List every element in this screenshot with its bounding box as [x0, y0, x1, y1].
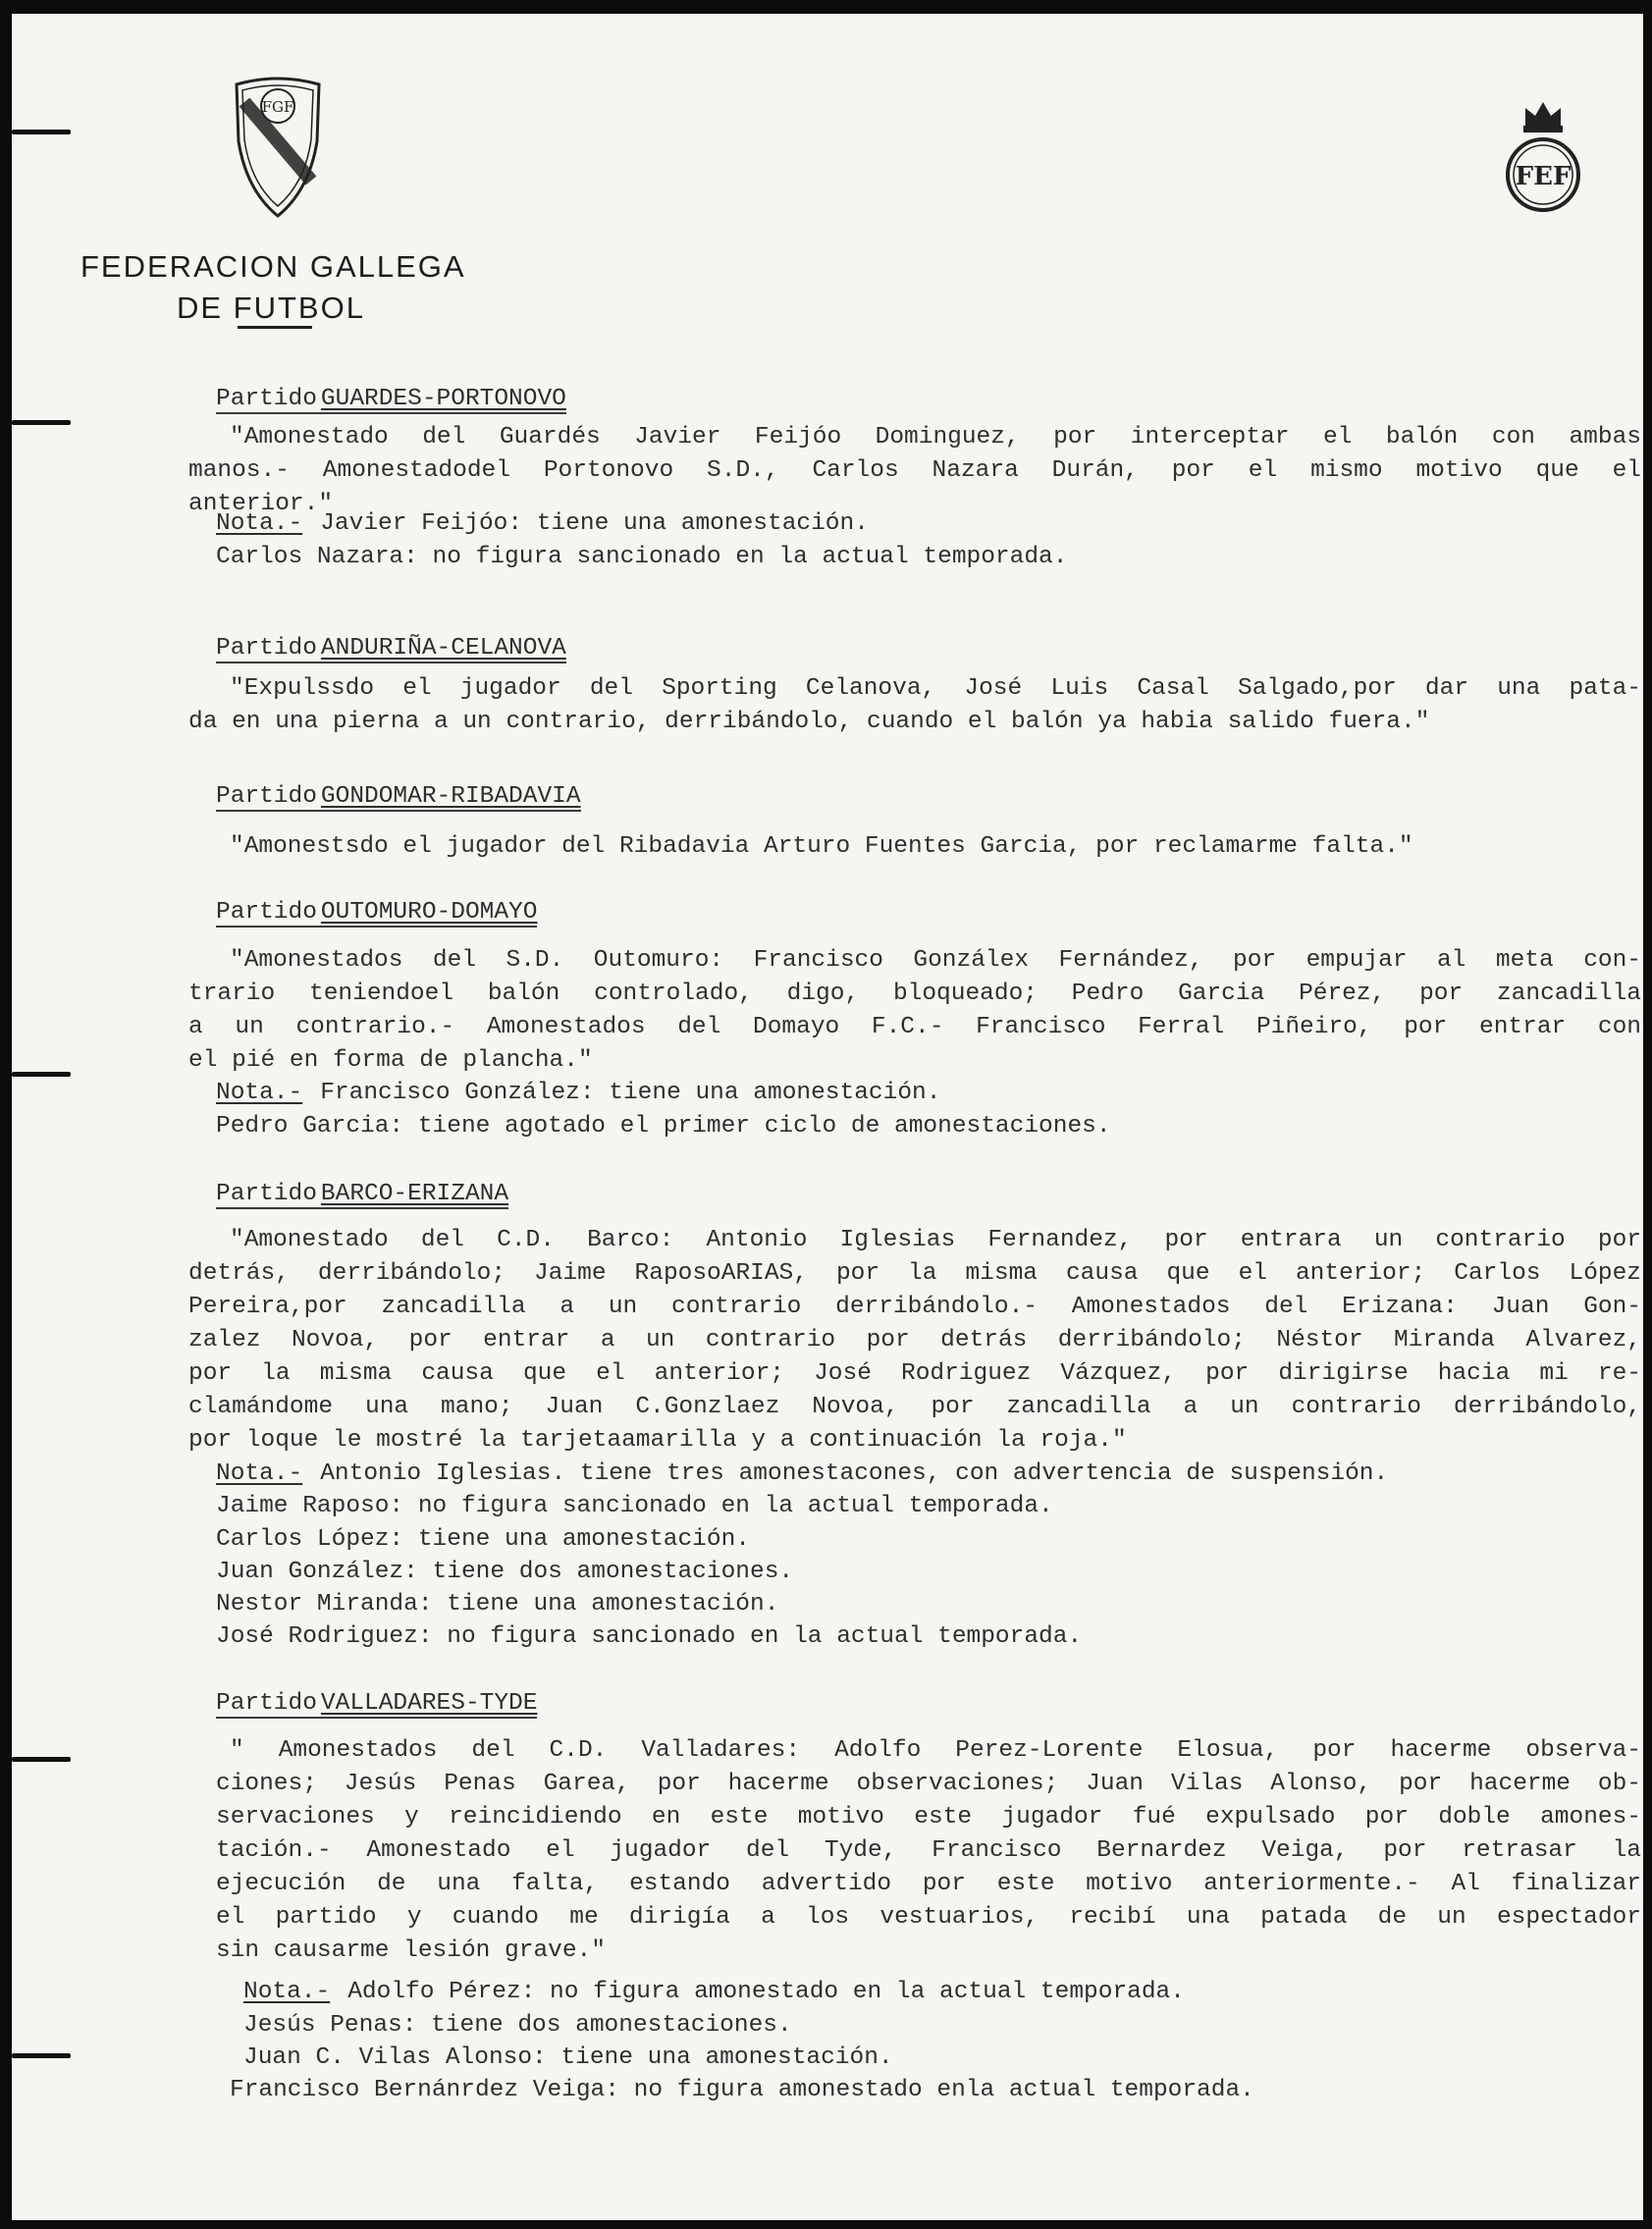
- report-line: "Amonestados del S.D. Outomuro: Francisco Gonzálex Fernández, por empujar al meta con-: [230, 947, 1641, 974]
- note-text: Pedro Garcia: tiene agotado el primer ciclo de amonestaciones.: [216, 1113, 1111, 1140]
- note-text: Antonio Iglesias. tiene tres amonestacones, con advertencia de suspensión.: [320, 1460, 1389, 1487]
- match-label: Partido: [216, 783, 317, 810]
- match-teams: VALLADARES-TYDE: [320, 1690, 538, 1717]
- report-line: " Amonestados del C.D. Valladares: Adolfo Perez-Lorente Elosua, por hacerme observa-: [230, 1737, 1641, 1764]
- report-line: el partido y cuando me dirigía a los vestuarios, recibí una patada de un espectador: [216, 1904, 1641, 1931]
- report-line: ciones; Jesús Penas Garea, por hacerme observaciones; Juan Vilas Alonso, por hacerme ob-: [216, 1771, 1641, 1797]
- report-line: Pereira,por zancadilla a un contrario derribándolo.- Amonestados del Erizana: Juan Gon-: [188, 1294, 1641, 1320]
- report-line: anterior.": [188, 491, 334, 517]
- report-line: el pié en forma de plancha.": [188, 1047, 593, 1074]
- note-text: Francisco Bernánrdez Veiga: no figura amonestado enla actual temporada.: [230, 2077, 1254, 2103]
- report-line: por la misma causa que el anterior; José Rodriguez Vázquez, por dirigirse hacia mi re-: [188, 1360, 1641, 1387]
- note-line: [216, 1526, 750, 1554]
- report-line: tación.- Amonestado el jugador del Tyde, Francisco Bernardez Veiga, por retrasar la: [216, 1837, 1641, 1864]
- match-teams: BARCO-ERIZANA: [320, 1181, 509, 1207]
- match-teams: GUARDES-PORTONOVO: [320, 386, 566, 412]
- svg-text:FEF: FEF: [1515, 162, 1572, 191]
- match-heading: [216, 1691, 537, 1719]
- match-teams: OUTOMURO-DOMAYO: [320, 899, 538, 926]
- report-line: ejecución de una falta, estando advertido por este motivo anteriormente.- Al finalizar: [216, 1871, 1641, 1897]
- svg-text:FGF: FGF: [261, 98, 294, 116]
- note-line: [216, 1460, 1388, 1488]
- report-line: "Amonestsdo el jugador del Ribadavia Arturo Fuentes Garcia, por reclamarme falta.": [230, 833, 1413, 860]
- note-line: [216, 1591, 778, 1619]
- note-line: [216, 510, 869, 538]
- match-heading: [216, 784, 581, 812]
- note-text: Juan C. Vilas Alonso: tiene una amonestación.: [243, 2044, 893, 2071]
- note-line: [230, 2077, 1254, 2104]
- match-heading: [216, 636, 566, 663]
- match-heading: [216, 387, 566, 414]
- report-line: "Amonestado del Guardés Javier Feijóo Dominguez, por interceptar el balón con ambas: [230, 424, 1641, 451]
- note-line: [216, 1113, 1111, 1141]
- report-line: trario teniendoel balón controlado, digo, bloqueado; Pedro Garcia Pérez, por zancadilla: [188, 981, 1641, 1007]
- note-line: [216, 1080, 940, 1107]
- note-text: Nestor Miranda: tiene una amonestación.: [216, 1591, 779, 1618]
- note-text: Carlos López: tiene una amonestación.: [216, 1526, 750, 1553]
- match-label: Partido: [216, 386, 317, 412]
- note-line: [243, 1979, 1185, 2006]
- report-line: clamándome una mano; Juan C.Gonzlaez Novoa, por zancadilla a un contrario derribándolo,: [188, 1394, 1641, 1420]
- note-line: [216, 1623, 1082, 1651]
- report-line: sin causarme lesión grave.": [216, 1937, 606, 1964]
- note-key: Nota.-: [216, 510, 303, 537]
- match-teams: ANDURIÑA-CELANOVA: [320, 635, 566, 662]
- note-line: [243, 2012, 792, 2040]
- note-line: [216, 544, 1067, 571]
- report-line: "Expulssdo el jugador del Sporting Celanova, José Luis Casal Salgado,por dar una pata-: [230, 675, 1641, 702]
- report-line: da en una pierna a un contrario, derribándolo, cuando el balón ya habia salido fuera.": [188, 709, 1430, 735]
- note-text: Jesús Penas: tiene dos amonestaciones.: [243, 2012, 792, 2039]
- organization-name-line-2: DE FUTBOL: [177, 291, 365, 325]
- note-key: Nota.-: [243, 1979, 331, 2005]
- document-page: [12, 14, 1643, 2220]
- report-line: por loque le mostré la tarjetaamarilla y a continuación la roja.": [188, 1427, 1127, 1454]
- match-label: Partido: [216, 635, 317, 662]
- note-text: Javier Feijóo: tiene una amonestación.: [320, 510, 869, 537]
- document-body: [12, 14, 1643, 2220]
- report-line: "Amonestado del C.D. Barco: Antonio Iglesias Fernandez, por entrara un contrario por: [230, 1227, 1641, 1253]
- note-text: José Rodriguez: no figura sancionado en la actual temporada.: [216, 1623, 1083, 1650]
- match-label: Partido: [216, 1690, 317, 1717]
- match-label: Partido: [216, 899, 317, 926]
- note-text: Jaime Raposo: no figura sancionado en la actual temporada.: [216, 1493, 1053, 1519]
- note-text: Francisco González: tiene una amonestación.: [320, 1080, 941, 1106]
- organization-name-line-1: FEDERACION GALLEGA: [80, 249, 466, 284]
- note-line: [216, 1559, 793, 1586]
- report-line: detrás, derribándolo; Jaime RaposoARIAS, por la misma causa que el anterior; Carlos López: [188, 1260, 1641, 1287]
- note-text: Juan González: tiene dos amonestaciones.: [216, 1559, 794, 1585]
- report-line: zalez Novoa, por entrar a un contrario por detrás derribándolo; Néstor Miranda Alvarez,: [188, 1327, 1641, 1353]
- match-teams: GONDOMAR-RIBADAVIA: [320, 783, 581, 810]
- report-line: manos.- Amonestadodel Portonovo S.D., Carlos Nazara Durán, por el mismo motivo que el: [188, 457, 1641, 484]
- match-heading: [216, 1182, 508, 1209]
- note-key: Nota.-: [216, 1460, 303, 1487]
- report-line: servaciones y reincidiendo en este motivo este jugador fué expulsado por doble amones-: [216, 1804, 1641, 1831]
- note-key: Nota.-: [216, 1080, 303, 1106]
- match-label: Partido: [216, 1181, 317, 1207]
- note-text: Adolfo Pérez: no figura amonestado en la actual temporada.: [347, 1979, 1185, 2005]
- note-line: [216, 1493, 1053, 1520]
- match-heading: [216, 900, 537, 928]
- note-line: [243, 2044, 893, 2072]
- report-line: a un contrario.- Amonestados del Domayo F.C.- Francisco Ferral Piñeiro, por entrar con: [188, 1014, 1641, 1040]
- note-text: Carlos Nazara: no figura sancionado en la actual temporada.: [216, 544, 1068, 570]
